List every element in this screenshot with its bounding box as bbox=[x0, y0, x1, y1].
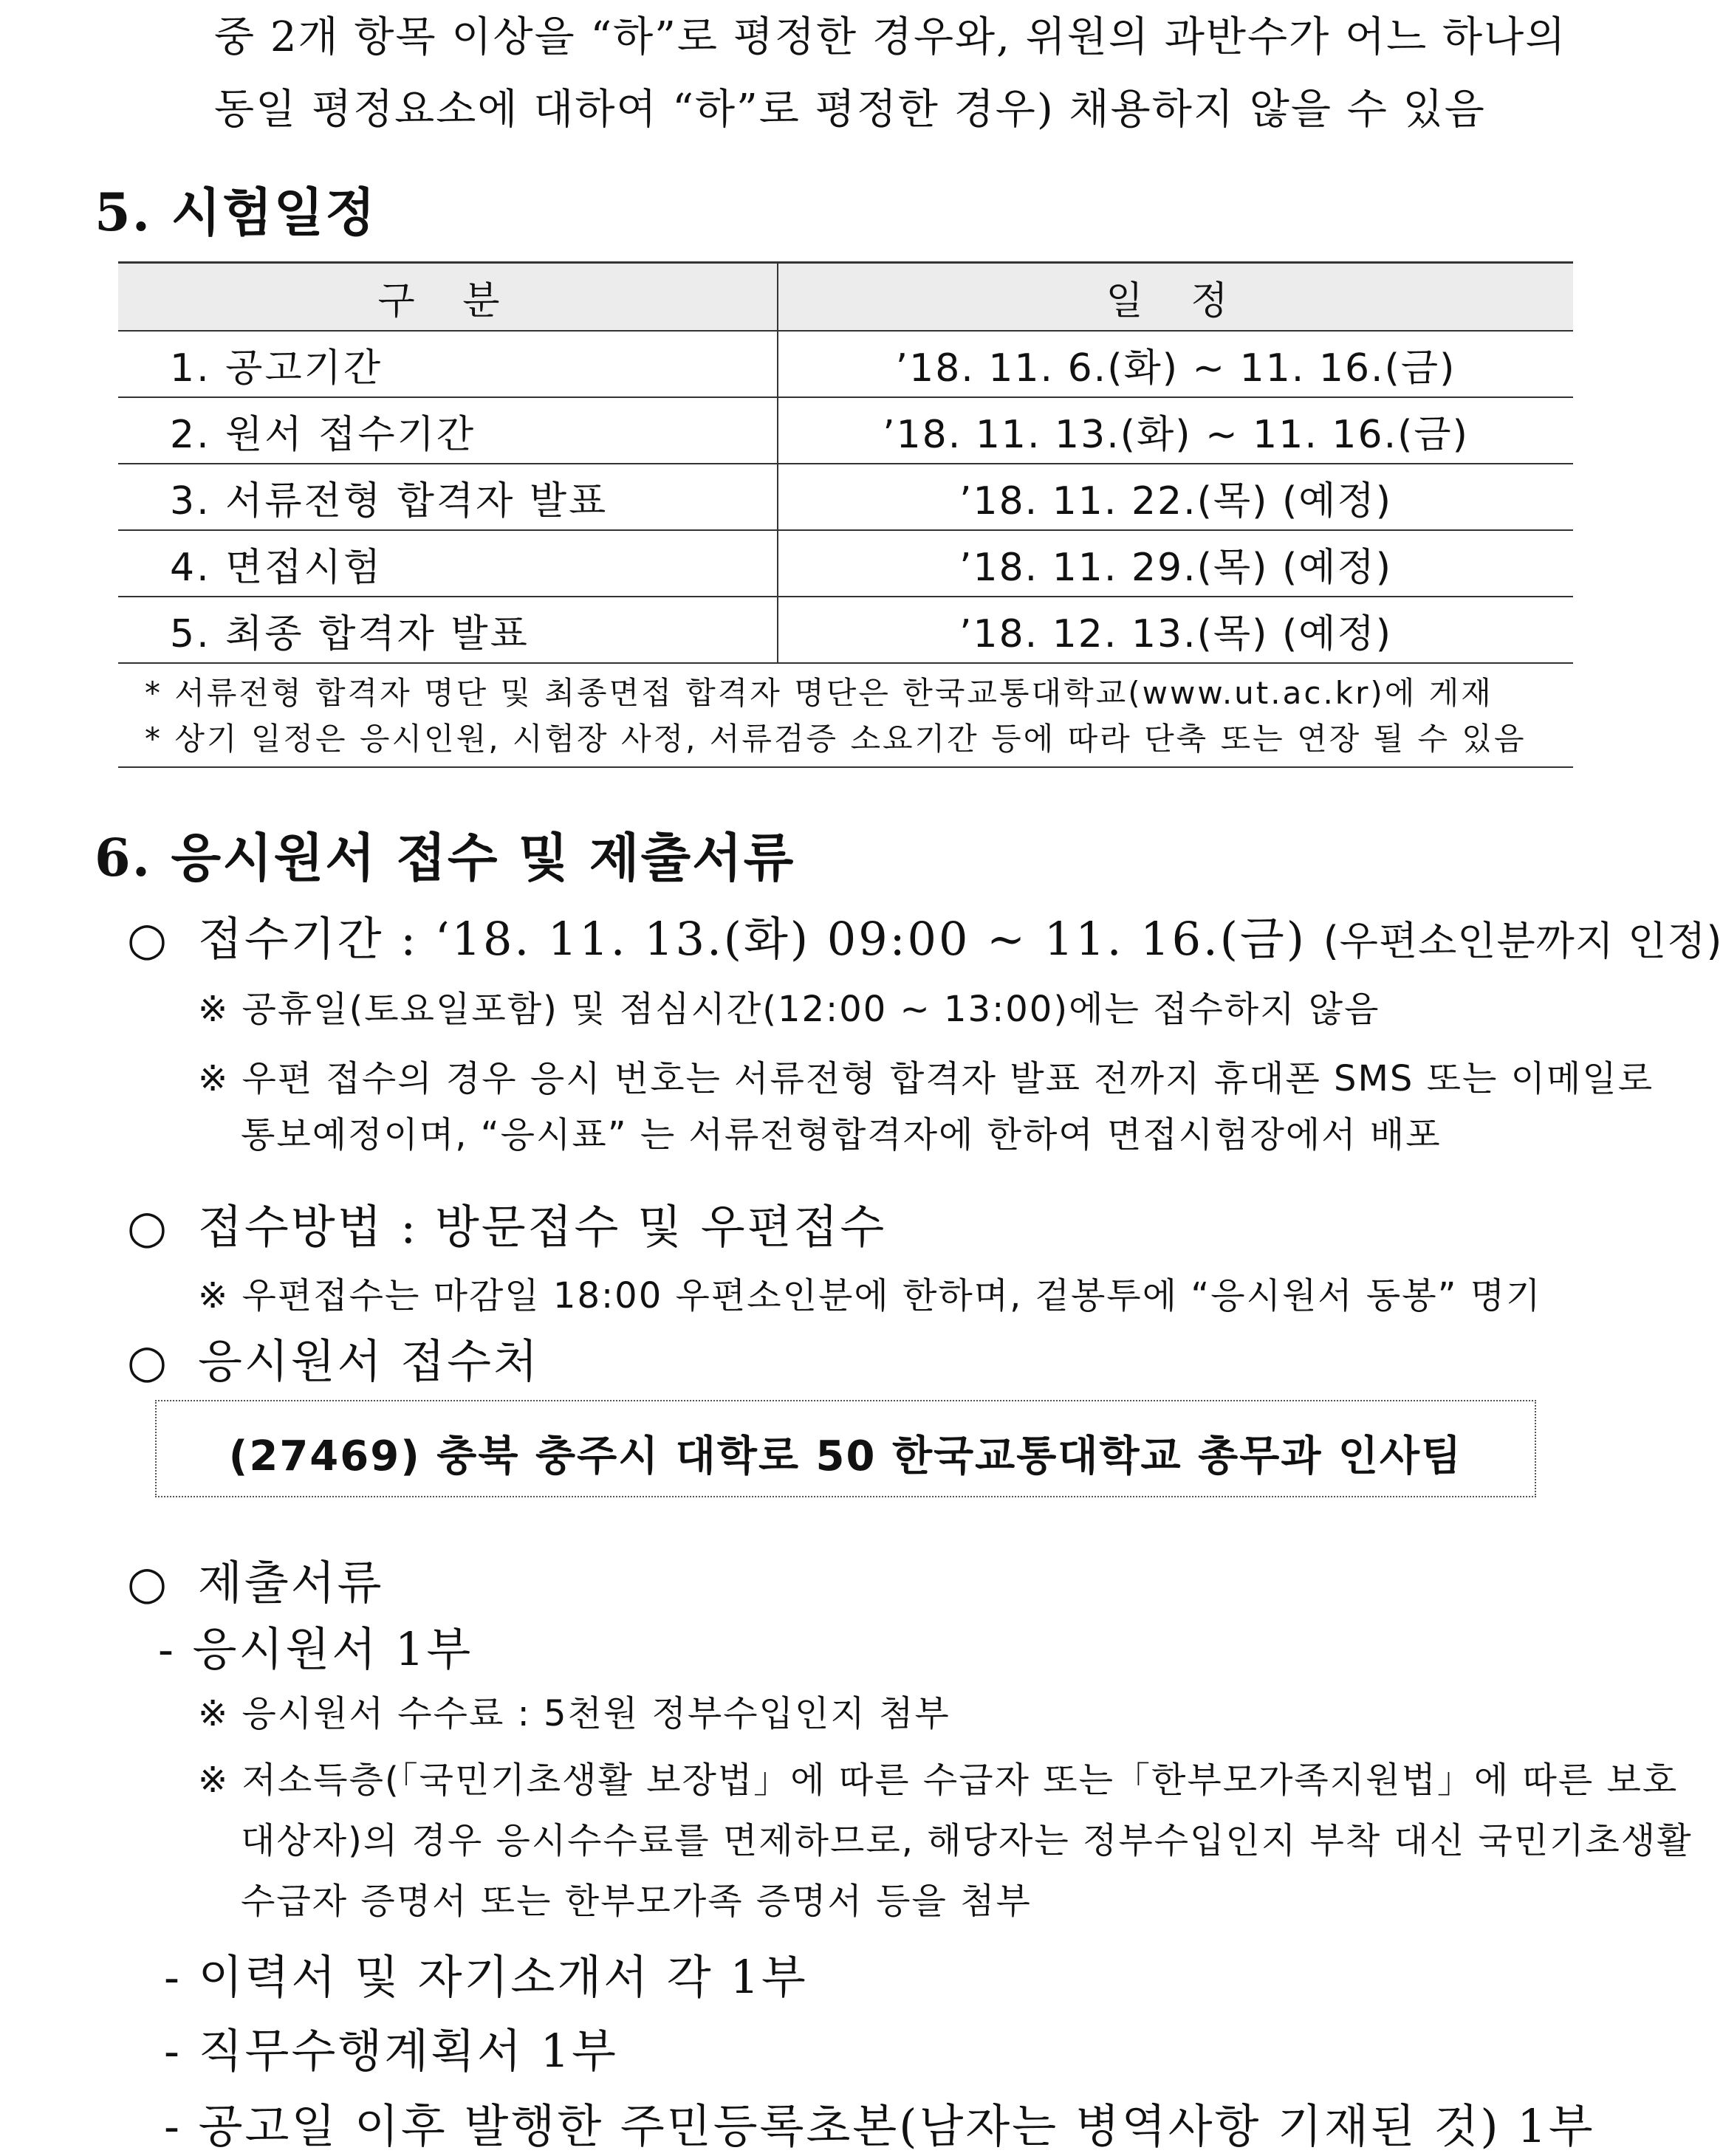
document-note-continued: 대상자)의 경우 응시수수료를 면제하므로, 해당자는 정부수입인지 부착 대신 국민기초생활 bbox=[241, 1820, 1693, 1861]
schedule-item: 2. 원서 접수기간 bbox=[118, 397, 778, 464]
circle-bullet: ○ bbox=[127, 1556, 170, 1610]
section-6-heading: 6. 응시원서 접수 및 제출서류 bbox=[95, 827, 795, 888]
schedule-row bbox=[118, 597, 1573, 663]
address-text: (27469) 충북 충주시 대학로 50 한국교통대학교 총무과 인사팀 bbox=[228, 1432, 1463, 1480]
schedule-date: ’18. 11. 6.(화) ~ 11. 16.(금) bbox=[778, 331, 1573, 397]
schedule-item: 1. 공고기간 bbox=[118, 331, 778, 397]
method-item bbox=[127, 1190, 886, 1256]
intro-line-1: 중 2개 항목 이상을 “하”로 평정한 경우와, 위원의 과반수가 어느 하나의 bbox=[214, 13, 1567, 61]
documents-item bbox=[127, 1546, 384, 1612]
header-category: 구 분 bbox=[118, 263, 778, 332]
schedule-note: * 상기 일정은 응시인원, 시험장 사정, 서류검증 소요기간 등에 따라 단축 또는 연장 될 수 있음 bbox=[145, 721, 1527, 757]
address-box bbox=[155, 1400, 1536, 1497]
documents-label: 제출서류 bbox=[198, 1556, 384, 1610]
schedule-date: ’18. 11. 22.(목) (예정) bbox=[778, 464, 1573, 530]
intro-line-2: 동일 평정요소에 대하여 “하”로 평정한 경우) 채용하지 않을 수 있음 bbox=[214, 86, 1486, 134]
schedule-item: 4. 면접시험 bbox=[118, 530, 778, 597]
place-item bbox=[127, 1325, 540, 1390]
schedule-date: ’18. 11. 13.(화) ~ 11. 16.(금) bbox=[778, 397, 1573, 464]
place-label: 응시원서 접수처 bbox=[198, 1334, 540, 1388]
document-item: - 이력서 및 자기소개서 각 1부 bbox=[164, 1950, 808, 2004]
schedule-item: 5. 최종 합격자 발표 bbox=[118, 597, 778, 663]
document-item: - 응시원서 1부 bbox=[158, 1622, 473, 1676]
schedule-note: * 서류전형 합격자 명단 및 최종면접 합격자 명단은 한국교통대학교(www.ut.ac.kr)에 게재 bbox=[145, 675, 1493, 711]
schedule-row bbox=[118, 397, 1573, 464]
period-note-continued: 통보예정이며, “응시표” 는 서류전형합격자에 한하여 면접시험장에서 배포 bbox=[241, 1114, 1442, 1156]
period-suffix: (우편소인분까지 인정) bbox=[1323, 918, 1723, 964]
section-5-heading: 5. 시험일정 bbox=[95, 182, 377, 243]
document-note: ※ 응시원서 수수료 : 5천원 정부수입인지 첨부 bbox=[198, 1693, 950, 1734]
schedule-row bbox=[118, 331, 1573, 397]
document-note: ※ 저소득층(「국민기초생활 보장법」에 따른 수급자 또는「한부모가족지원법」에 따른 보호 bbox=[198, 1760, 1679, 1801]
notes-divider bbox=[118, 766, 1573, 768]
circle-bullet: ○ bbox=[127, 1334, 170, 1388]
schedule-item: 3. 서류전형 합격자 발표 bbox=[118, 464, 778, 530]
header-schedule: 일 정 bbox=[778, 263, 1573, 332]
period-item bbox=[127, 902, 1723, 968]
method-note: ※ 우편접수는 마감일 18:00 우편소인분에 한하며, 겉봉투에 “응시원서 동봉” 명기 bbox=[198, 1275, 1542, 1316]
schedule-row bbox=[118, 530, 1573, 597]
circle-bullet: ○ bbox=[127, 1200, 170, 1254]
schedule-header-row bbox=[118, 263, 1573, 332]
document-note-continued: 수급자 증명서 또는 한부모가족 증명서 등을 첨부 bbox=[241, 1881, 1032, 1922]
period-note: ※ 우편 접수의 경우 응시 번호는 서류전형 합격자 발표 전까지 휴대폰 SMS 또는 이메일로 bbox=[198, 1058, 1654, 1099]
period-label: 접수기간 : ‘18. 11. 13.(화) 09:00 ~ 11. 16.(금) bbox=[198, 912, 1306, 966]
schedule-date: ’18. 11. 29.(목) (예정) bbox=[778, 530, 1573, 597]
document-item: - 공고일 이후 발행한 주민등록초본(남자는 병역사항 기재된 것) 1부 bbox=[164, 2099, 1595, 2153]
schedule-date: ’18. 12. 13.(목) (예정) bbox=[778, 597, 1573, 663]
schedule-table bbox=[118, 261, 1573, 664]
circle-bullet: ○ bbox=[127, 912, 170, 966]
schedule-row bbox=[118, 464, 1573, 530]
document-item: - 직무수행계획서 1부 bbox=[164, 2024, 618, 2078]
method-label: 접수방법 : 방문접수 및 우편접수 bbox=[198, 1200, 887, 1254]
period-note: ※ 공휴일(토요일포함) 및 점심시간(12:00 ~ 13:00)에는 접수하지 않음 bbox=[198, 989, 1380, 1030]
